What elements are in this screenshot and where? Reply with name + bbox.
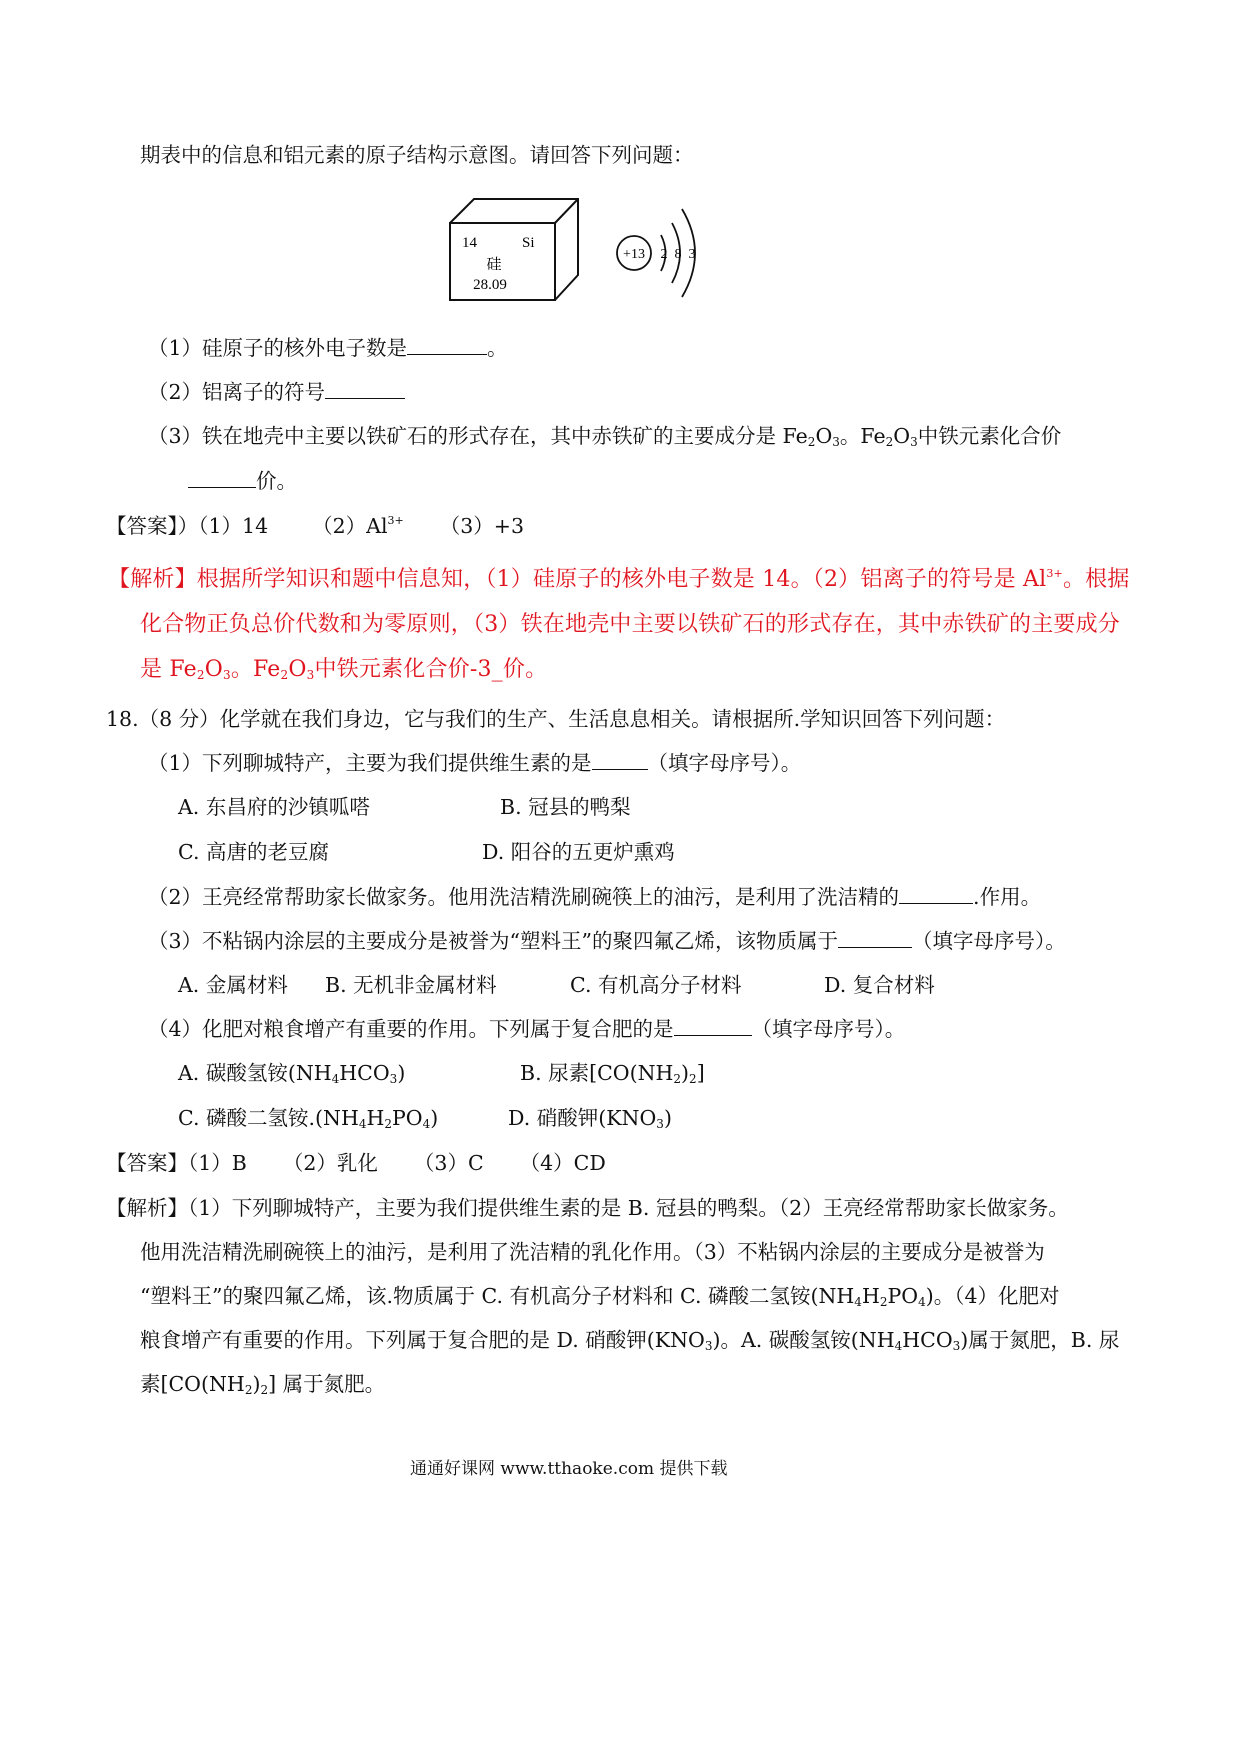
q18-p3-option-c[interactable]: C. 有机高分子材料 [570, 973, 742, 997]
q18-p3-option-b[interactable]: B. 无机非金属材料 [325, 973, 497, 997]
answer-blank[interactable] [592, 749, 648, 770]
q17-part1: （1）硅原子的核外电子数是 。 [148, 336, 508, 360]
answer-blank[interactable] [674, 1015, 752, 1036]
q17-part3: （3）铁在地壳中主要以铁矿石的形式存在，其中赤铁矿的主要成分是 $Fe_2O_3$。$Fe_2O_3$中铁元素化合价 [148, 424, 1062, 449]
answer-blank[interactable] [188, 467, 256, 488]
q18-analysis-line4: 粮食增产有重要的作用。下列属于复合肥的是 D. 硝酸钾$(KNO_3)$。A. 碳酸氢铵$(NH_4HCO_3)$属于氮肥，B. 尿 [140, 1328, 1120, 1353]
q17-analysis-line2: 化合物正负总价代数和为零原则，（3）铁在地壳中主要以铁矿石的形式存在，其中赤铁矿的主要成分 [140, 612, 1121, 637]
q18-p3-option-a[interactable]: A. 金属材料 [178, 973, 288, 997]
q18-analysis-line5: 素$[CO(NH_2)_2]$ 属于氮肥。 [140, 1372, 386, 1397]
answer-blank[interactable] [325, 378, 405, 399]
q18-p1-option-c[interactable]: C. 高唐的老豆腐 [178, 840, 329, 864]
q18-answer: 【答案】（1）B （2）乳化 （3）C （4）CD [106, 1151, 606, 1175]
q18-analysis-line3: “塑料王”的聚四氟乙烯，该.物质属于 C. 有机高分子材料和 C. 磷酸二氢铵$(NH_4H_2PO_4)$。（4）化肥对 [140, 1284, 1060, 1309]
q18-p4-option-b[interactable]: B. 尿素$[CO(NH_2)_2]$ [520, 1061, 705, 1086]
q18-part4: （4）化肥对粮食增产有重要的作用。下列属于复合肥的是 （填字母序号）。 [148, 1017, 906, 1041]
element-figure [440, 195, 740, 315]
q18-p4-option-a[interactable]: A. 碳酸氢铵$(NH_4HCO_3)$ [178, 1061, 406, 1086]
q18-p3-option-d[interactable]: D. 复合材料 [824, 973, 935, 997]
q18-analysis-line2: 他用洗洁精洗刷碗筷上的油污，是利用了洗洁精的乳化作用。（3）不粘锅内涂层的主要成分是被誉为 [140, 1240, 1045, 1264]
shell-3-count: 3 [688, 247, 696, 262]
nucleus-charge: +13 [623, 247, 645, 262]
q17-part2: （2）铝离子的符号 [148, 378, 405, 406]
q18-part3: （3）不粘锅内涂层的主要成分是被誉为“塑料王”的聚四氟乙烯，该物质属于 （填字母序号）。 [148, 929, 1066, 953]
q18-p4-option-c[interactable]: C. 磷酸二氢铵$.(NH_4H_2PO_4)$ [178, 1106, 439, 1131]
answer-blank[interactable] [838, 927, 912, 948]
shell-1-count: 2 [660, 247, 668, 262]
element-mass: 28.09 [473, 277, 507, 293]
q17-analysis-line1: 【解析】根据所学知识和题中信息知，（1）硅原子的核外电子数是 14。（2）铝离子的符号是 $Al^{3+}$。根据 [108, 567, 1130, 592]
q18-analysis-line1: 【解析】（1）下列聊城特产，主要为我们提供维生素的是 B. 冠县的鸭梨。（2）王亮经常帮助家长做家务。 [106, 1196, 1069, 1220]
q18-p1-option-a[interactable]: A. 东昌府的沙镇呱嗒 [178, 795, 370, 819]
q18-part2: （2）王亮经常帮助家长做家务。他用洗洁精洗刷碗筷上的油污，是利用了洗洁精的 .作用。 [148, 885, 1042, 909]
element-symbol: Si [522, 235, 535, 251]
page-footer: 通通好课网 www.tthaoke.com 提供下载 [410, 1459, 728, 1479]
element-number: 14 [462, 235, 477, 251]
q18-stem: 18.（8 分）化学就在我们身边，它与我们的生产、生活息息相关。请根据所.学知识回答下列问题： [106, 707, 1006, 731]
q17-part3-line2: 价。 [188, 467, 297, 495]
answer-blank[interactable] [407, 334, 487, 355]
answer-blank[interactable] [899, 883, 973, 904]
shell-2-count: 8 [674, 247, 682, 262]
q17-analysis-line3: 是 $Fe_2O_3$。$Fe_2O_3$中铁元素化合价-3_价。 [140, 657, 548, 682]
q18-part1: （1）下列聊城特产，主要为我们提供维生素的是 （填字母序号）。 [148, 751, 802, 775]
q18-p1-option-b[interactable]: B. 冠县的鸭梨 [500, 795, 631, 819]
q18-p4-option-d[interactable]: D. 硝酸钾$(KNO_3)$ [508, 1106, 672, 1131]
intro-text: 期表中的信息和铝元素的原子结构示意图。请回答下列问题： [140, 143, 694, 167]
q18-p1-option-d[interactable]: D. 阳谷的五更炉熏鸡 [482, 840, 675, 864]
q17-answer: 【答案】）（1）14 $(2)Al^{3+}$ （3）+3 [106, 514, 525, 538]
element-name: 硅 [486, 255, 502, 273]
